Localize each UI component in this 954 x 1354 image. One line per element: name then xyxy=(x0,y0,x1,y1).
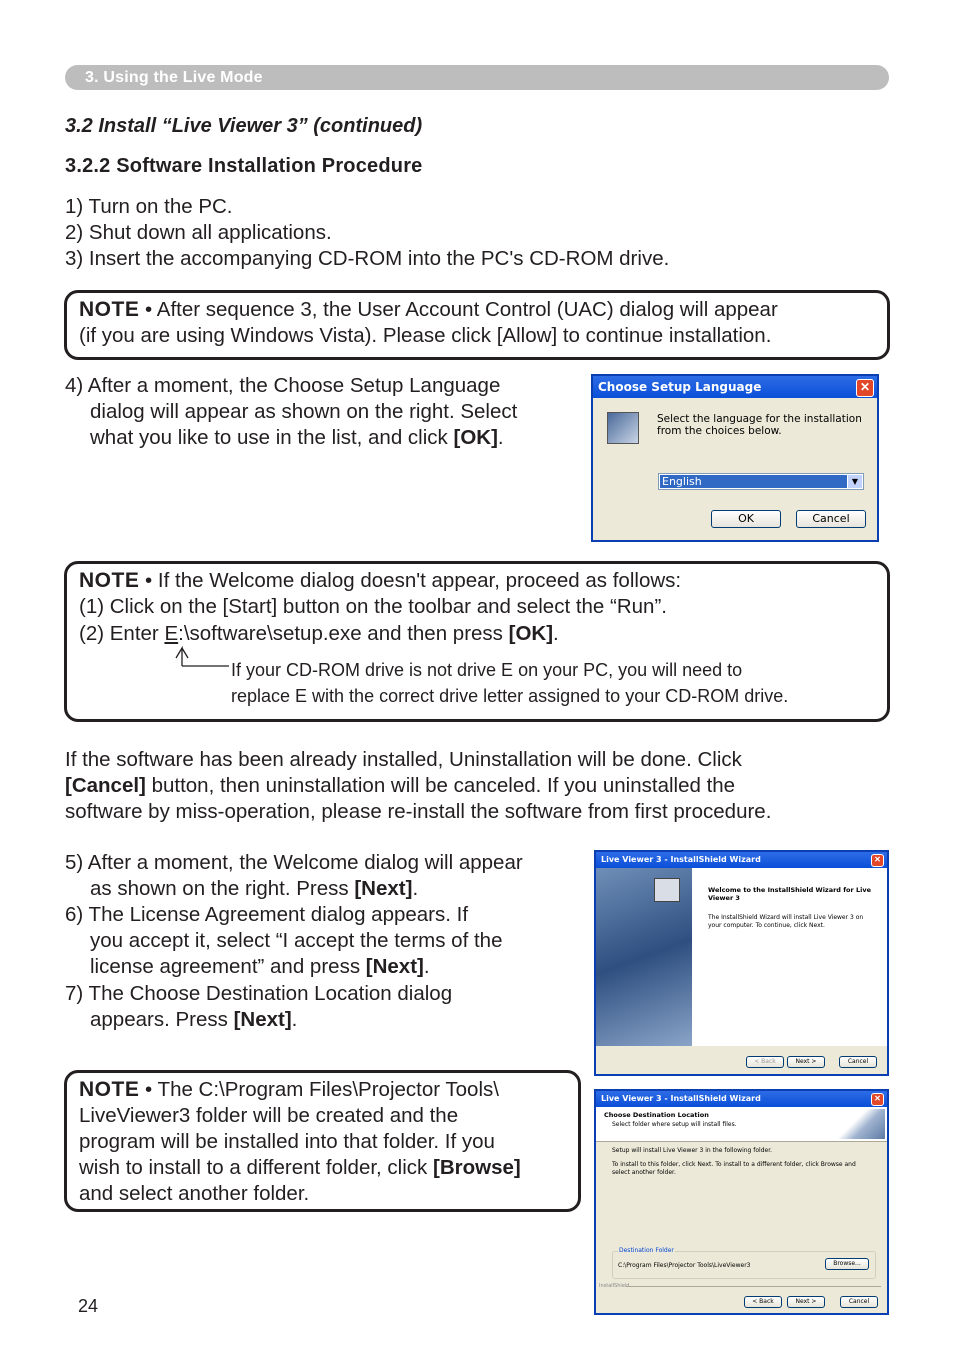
note-uac-line2: (if you are using Windows Vista). Please click [Allow] to continue installation. xyxy=(79,324,772,347)
footnote-line2: replace E with the correct drive letter assigned to your CD-ROM drive. xyxy=(231,686,789,706)
note-welcome-line1 xyxy=(79,569,681,593)
cancel-button[interactable]: Cancel xyxy=(796,510,866,528)
procedure-heading: 3.2.2 Software Installation Procedure xyxy=(65,155,423,177)
step-3: 3) Insert the accompanying CD-ROM into the PC's CD-ROM drive. xyxy=(65,247,670,270)
note-label: NOTE xyxy=(79,1078,140,1101)
setup-icon xyxy=(607,412,639,444)
pointer-arrow-icon xyxy=(167,644,237,674)
note-folder-line4 xyxy=(79,1156,521,1180)
note-welcome-line3 xyxy=(79,622,559,646)
step-6-period: . xyxy=(423,955,430,978)
note-box-welcome xyxy=(64,561,890,722)
note-folder-text1: • The C:\Program Files\Projector Tools\ xyxy=(139,1078,499,1101)
step-6-next: [Next] xyxy=(365,955,424,978)
uninstall-cancel: [Cancel] xyxy=(65,774,146,797)
installshield-brand: InstallShield xyxy=(599,1283,630,1289)
step-5-line1: 5) After a moment, the Welcome dialog will appear xyxy=(65,851,523,874)
note-period: . xyxy=(553,622,559,645)
note-label: NOTE xyxy=(79,569,140,592)
cancel-button[interactable]: Cancel xyxy=(840,1296,878,1308)
note-box-uac xyxy=(64,290,890,360)
step-5-text: as shown on the right. Press xyxy=(90,877,355,900)
step-4-ok: [OK] xyxy=(453,426,498,449)
dialog-title: Choose Setup Language xyxy=(593,376,877,398)
close-icon[interactable]: ✕ xyxy=(871,854,884,867)
destination-text2: To install to this folder, click Next. To install to a different folder, click Browse and select another folder. xyxy=(612,1161,856,1176)
welcome-text: The InstallShield Wizard will install Live Viewer 3 on your computer. To continue, click Next. xyxy=(708,914,864,929)
browse-button[interactable]: Browse... xyxy=(825,1258,869,1270)
next-button[interactable]: Next > xyxy=(787,1296,825,1308)
step-4-line1: 4) After a moment, the Choose Setup Language xyxy=(65,374,501,397)
chevron-down-icon[interactable]: ▼ xyxy=(848,475,862,488)
note-folder-line5: and select another folder. xyxy=(79,1182,310,1205)
section-header-bar xyxy=(65,65,889,90)
close-icon[interactable]: ✕ xyxy=(856,379,874,397)
drive-letter: E xyxy=(164,622,179,645)
destination-subheading: Select folder where setup will install files. xyxy=(612,1121,737,1128)
step-6-text: license agreement” and press xyxy=(90,955,366,978)
footnote-line1: If your CD-ROM drive is not drive E on your PC, you will need to xyxy=(231,660,743,680)
language-select[interactable] xyxy=(658,473,864,490)
note-folder-text4: wish to install to a different folder, click xyxy=(79,1156,433,1179)
step-5-next: [Next] xyxy=(354,877,413,900)
note-folder-line1 xyxy=(79,1078,499,1102)
destination-dialog-title: Live Viewer 3 - InstallShield Wizard xyxy=(596,1091,887,1107)
destination-folder-group xyxy=(612,1247,876,1279)
note-uac-line1 xyxy=(79,298,778,322)
note-enter: (2) Enter xyxy=(79,622,165,645)
uninstall-line1: If the software has been already installed, Uninstallation will be done. Click xyxy=(65,748,742,771)
step-4-period: . xyxy=(497,426,504,449)
note-browse: [Browse] xyxy=(433,1156,521,1179)
step-7-next: [Next] xyxy=(233,1008,292,1031)
destination-path: C:\Program Files\Projector Tools\LiveViewer3 xyxy=(618,1262,751,1269)
setup-icon xyxy=(654,878,680,902)
note-welcome-text1: • If the Welcome dialog doesn't appear, proceed as follows: xyxy=(139,569,682,592)
back-button[interactable]: < Back xyxy=(744,1296,782,1308)
step-4-text: what you like to use in the list, and click xyxy=(90,426,454,449)
step-6-line3 xyxy=(90,955,430,979)
step-7-line1: 7) The Choose Destination Location dialog xyxy=(65,982,453,1005)
uninstall-text: button, then uninstallation will be canceled. If you uninstalled the xyxy=(145,774,736,797)
section-header-label: 3. Using the Live Mode xyxy=(85,69,263,86)
destination-text1: Setup will install Live Viewer 3 in the following folder. xyxy=(612,1147,773,1154)
note-box-folder xyxy=(64,1070,581,1212)
wizard-graphic xyxy=(835,1109,885,1139)
welcome-heading: Welcome to the InstallShield Wizard for Live Viewer 3 xyxy=(708,886,871,902)
ok-button[interactable]: OK xyxy=(711,510,781,528)
note-folder-line2: LiveViewer3 folder will be created and the xyxy=(79,1104,459,1127)
step-7-text: appears. Press xyxy=(90,1008,234,1031)
step-4-line2: dialog will appear as shown on the right. Select xyxy=(90,400,518,423)
destination-heading: Choose Destination Location xyxy=(604,1111,709,1119)
close-icon[interactable]: ✕ xyxy=(871,1093,884,1106)
welcome-content xyxy=(692,868,887,1046)
step-1: 1) Turn on the PC. xyxy=(65,195,233,218)
cancel-button[interactable]: Cancel xyxy=(839,1056,877,1068)
page-number: 24 xyxy=(78,1296,99,1316)
note-folder-line3: program will be installed into that folder. If you xyxy=(79,1130,495,1153)
uninstall-line3: software by miss-operation, please re-install the software from first procedure. xyxy=(65,800,772,823)
destination-dialog xyxy=(594,1089,889,1315)
dialog-message: Select the language for the installation from the choices below. xyxy=(657,413,862,437)
language-selected: English xyxy=(660,475,847,488)
step-5-line2 xyxy=(90,877,418,901)
step-7-period: . xyxy=(291,1008,298,1031)
step-2: 2) Shut down all applications. xyxy=(65,221,332,244)
step-6-line1: 6) The License Agreement dialog appears. If xyxy=(65,903,469,926)
choose-language-dialog xyxy=(591,374,879,542)
note-uac-text1: • After sequence 3, the User Account Control (UAC) dialog will appear xyxy=(139,298,778,321)
note-welcome-line2: (1) Click on the [Start] button on the toolbar and select the “Run”. xyxy=(79,595,667,618)
note-path: :\software\setup.exe and then press xyxy=(178,622,509,645)
continued-heading: 3.2 Install “Live Viewer 3” (continued) xyxy=(65,115,423,137)
divider xyxy=(626,1286,881,1287)
back-button[interactable]: < Back xyxy=(746,1056,784,1068)
welcome-dialog xyxy=(594,850,889,1076)
welcome-dialog-title: Live Viewer 3 - InstallShield Wizard xyxy=(596,852,887,868)
destination-header xyxy=(596,1107,887,1142)
step-7-line2 xyxy=(90,1008,297,1032)
destination-group-label: Destination Folder xyxy=(619,1247,674,1254)
next-button[interactable]: Next > xyxy=(787,1056,825,1068)
step-6-line2: you accept it, select “I accept the terms of the xyxy=(90,929,503,952)
wizard-banner xyxy=(596,868,692,1046)
note-ok: [OK] xyxy=(508,622,554,645)
step-5-period: . xyxy=(412,877,419,900)
step-4-line3 xyxy=(90,426,504,450)
note-label: NOTE xyxy=(79,298,140,321)
uninstall-line2 xyxy=(65,774,735,798)
